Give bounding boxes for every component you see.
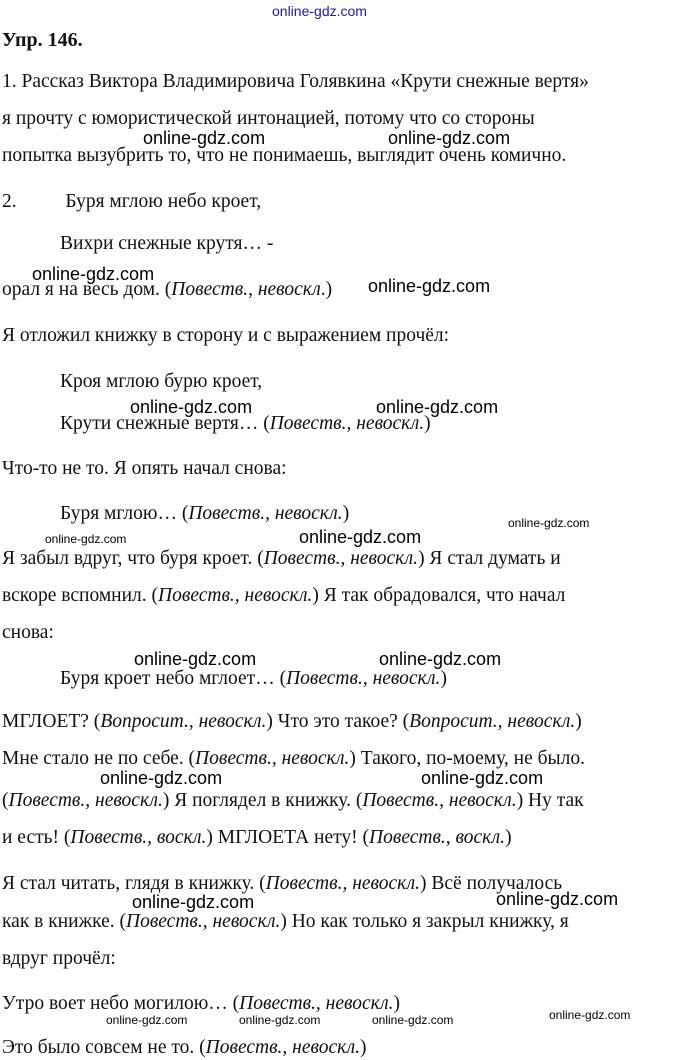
exercise-title: Упр. 146. (2, 29, 83, 51)
page-watermark-top: online-gdz.com (272, 3, 367, 19)
watermark: online-gdz.com (379, 649, 502, 669)
poem-line: Кроя мглою бурю кроет, (60, 371, 263, 392)
text-line: (Повеств., невоскл.) Я поглядел в книжку. (Повеств., невоскл.) Ну так (2, 790, 584, 811)
watermark: online-gdz.com (32, 264, 155, 284)
text-line: вдруг прочёл: (2, 948, 116, 969)
watermark: online-gdz.com (45, 532, 127, 546)
text-line: Это было совсем не то. (Повеств., невоскл.) (2, 1037, 367, 1058)
text-line: 2. Буря мглою небо кроет, (2, 191, 262, 212)
text-line: Утро воет небо могилою… (Повеств., невоскл.) (2, 993, 400, 1014)
poem-line: Вихри снежные крутя… - (60, 233, 274, 254)
watermark: online-gdz.com (496, 889, 619, 909)
text-line: и есть! (Повеств., воскл.) МГЛОЕТА нету! (Повеств., воскл.) (2, 827, 512, 848)
watermark: online-gdz.com (106, 1013, 188, 1027)
poem-line: Буря кроет небо мглоет… (Повеств., невоскл.) (60, 668, 447, 689)
text-line: Я стал читать, глядя в книжку. (Повеств., невоскл.) Всё получалось (2, 873, 563, 894)
text-line: МГЛОЕТ? (Вопросит., невоскл.) Что это такое? (Вопросит., невоскл.) (2, 711, 582, 732)
watermark: online-gdz.com (368, 276, 491, 296)
text-line: как в книжке. (Повеств., невоскл.) Но как только я закрыл книжку, я (2, 911, 569, 932)
watermark: online-gdz.com (508, 516, 590, 530)
poem-line: Крути снежные вертя… (Повеств., невоскл.) (60, 413, 431, 434)
text-line: Я отложил книжку в сторону и с выражением прочёл: (2, 325, 450, 346)
text-line: вскоре вспомнил. (Повеств., невоскл.) Я так обрадовался, что начал (2, 585, 566, 606)
watermark: online-gdz.com (130, 397, 253, 417)
watermark: online-gdz.com (299, 527, 422, 547)
watermark: online-gdz.com (376, 397, 499, 417)
text-line: снова: (2, 622, 54, 643)
text-line: Что-то не то. Я опять начал снова: (2, 458, 287, 479)
text-line: Я забыл вдруг, что буря кроет. (Повеств., невоскл.) Я стал думать и (2, 548, 561, 569)
poem-line: Буря мглою… (Повеств., невоскл.) (60, 503, 350, 524)
watermark: online-gdz.com (239, 1013, 321, 1027)
text-line: орал я на весь дом. (Повеств., невоскл.) (2, 279, 333, 300)
text-line: я прочту с юмористической интонацией, потому что со стороны (2, 108, 535, 129)
watermark: online-gdz.com (100, 768, 223, 788)
text-line: Мне стало не по себе. (Повеств., невоскл.) Такого, по-моему, не было. (2, 748, 585, 769)
text-line: попытка вызубрить то, что не понимаешь, выглядит очень комично. (2, 145, 567, 166)
watermark: online-gdz.com (143, 128, 266, 148)
watermark: online-gdz.com (132, 892, 255, 912)
text-line: 1. Рассказ Виктора Владимировича Голявкина «Крути снежные вертя» (2, 71, 589, 92)
watermark: online-gdz.com (549, 1008, 631, 1022)
watermark: online-gdz.com (134, 649, 257, 669)
watermark: online-gdz.com (421, 768, 544, 788)
watermark: online-gdz.com (388, 128, 511, 148)
watermark: online-gdz.com (372, 1013, 454, 1027)
